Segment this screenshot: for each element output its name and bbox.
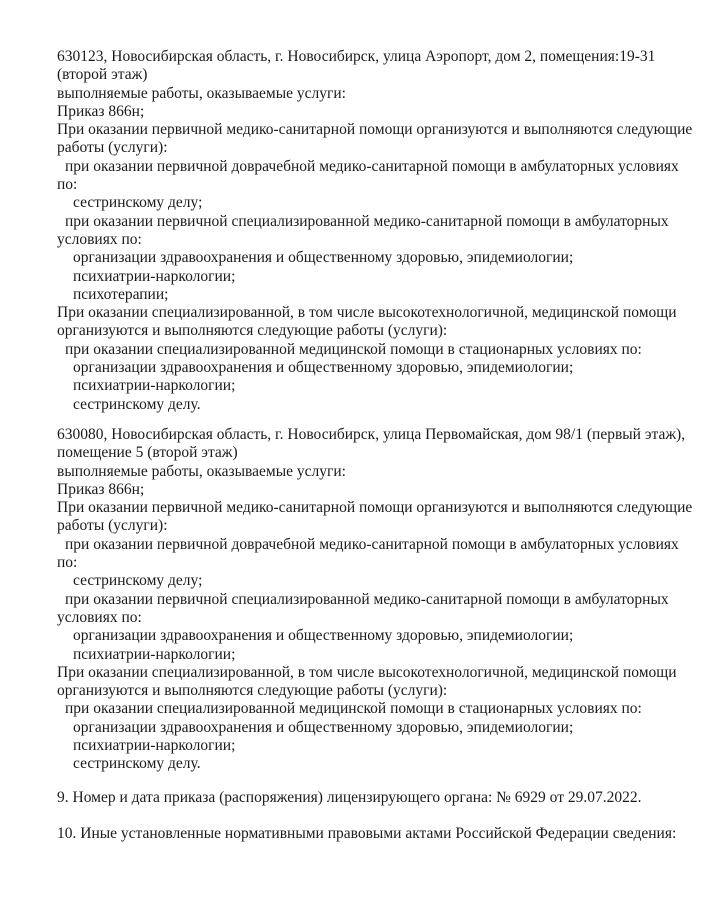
text-line: При оказании специализированной, в том числе высокотехнологичной, медицинской помощи <box>57 663 677 681</box>
address-services-block-1 <box>57 48 693 414</box>
text-line: при оказании первичной специализированной медико-санитарной помощи в амбулаторных <box>65 590 669 608</box>
text-line: психотерапии; <box>73 285 169 303</box>
text-line: работы (услуги): <box>57 517 168 535</box>
text-line: психиатрии-наркологии; <box>73 645 236 663</box>
text-line: сестринскому делу; <box>73 194 203 212</box>
text-line: организуются и выполняются следующие работы (услуги): <box>57 322 448 340</box>
text-line: выполняемые работы, оказываемые услуги: <box>57 462 346 480</box>
text-line: 630080, Новосибирская область, г. Новосибирск, улица Первомайская, дом 98/1 (первый этаж), <box>57 425 686 443</box>
text-line: организации здравоохранения и общественному здоровью, эпидемиологии; <box>73 249 574 267</box>
text-line: условиях по: <box>57 608 142 626</box>
text-line: условиях по: <box>57 230 142 248</box>
text-line: 630123, Новосибирская область, г. Новосибирск, улица Аэропорт, дом 2, помещения:19-31 <box>57 48 656 65</box>
text-line: организации здравоохранения и общественному здоровью, эпидемиологии; <box>73 718 574 736</box>
text-line: При оказании первичной медико-санитарной помощи организуются и выполняются следующие <box>57 121 693 139</box>
text-line: сестринскому делу. <box>73 395 201 413</box>
text-line: при оказании первичной доврачебной медико-санитарной помощи в амбулаторных условиях <box>65 535 679 553</box>
text-line: сестринскому делу; <box>73 572 203 590</box>
text-line: организуются и выполняются следующие работы (услуги): <box>57 682 448 700</box>
text-line: Приказ 866н; <box>57 102 145 120</box>
text-line: по: <box>57 554 78 572</box>
text-line: (второй этаж) <box>57 66 148 84</box>
text-line: Приказ 866н; <box>57 480 145 498</box>
text-line: психиатрии-наркологии; <box>73 377 236 395</box>
text-line: по: <box>57 176 78 194</box>
text-line: при оказании специализированной медицинской помощи в стационарных условиях по: <box>65 700 642 718</box>
text-line: сестринскому делу. <box>73 755 201 773</box>
text-line: организации здравоохранения и общественному здоровью, эпидемиологии; <box>73 627 574 645</box>
text-line: психиатрии-наркологии; <box>73 736 236 754</box>
order-number-line: 9. Номер и дата приказа (распоряжения) лицензирующего органа: № 6929 от 29.07.2022. <box>57 788 642 806</box>
text-line: при оказании первичной специализированной медико-санитарной помощи в амбулаторных <box>65 212 669 230</box>
text-line: психиатрии-наркологии; <box>73 267 236 285</box>
text-line: при оказании специализированной медицинской помощи в стационарных условиях по: <box>65 340 642 358</box>
text-line: организации здравоохранения и общественному здоровью, эпидемиологии; <box>73 359 574 377</box>
text-line: помещение 5 (второй этаж) <box>57 444 238 462</box>
text-line: выполняемые работы, оказываемые услуги: <box>57 84 346 102</box>
other-info-line: 10. Иные установленные нормативными правовыми актами Российской Федерации сведения: <box>57 824 677 842</box>
text-line: При оказании первичной медико-санитарной помощи организуются и выполняются следующие <box>57 499 693 517</box>
text-line: При оказании специализированной, в том числе высокотехнологичной, медицинской помощи <box>57 304 677 322</box>
address-services-block-2 <box>57 425 693 774</box>
text-line: при оказании первичной доврачебной медико-санитарной помощи в амбулаторных условиях <box>65 157 679 175</box>
text-line: работы (услуги): <box>57 139 168 157</box>
